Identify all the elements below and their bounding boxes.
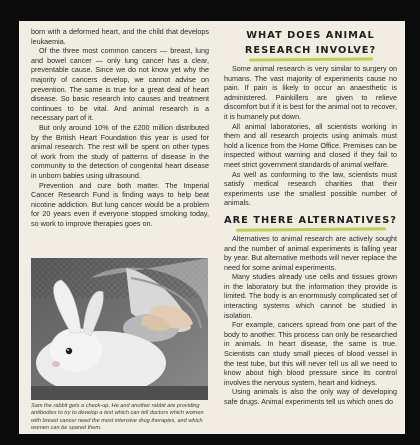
right-column (224, 27, 397, 407)
section-heading-are-there-alternatives (224, 214, 397, 231)
right-s1-paragraph-2: All animal laboratories, all scientists working in them and all research projects using animals must hold a licence from the Home Office. Premises can be inspected without warning and closed if they fail to meet strict government standards of animal welfare. (224, 121, 397, 169)
right-s1-paragraph-1: Some animal research is very similar to surgery on humans. The vast majority of experiments cause no pain. If pain is likely to occur an anaesthetic is administered. Painkillers are given to relieve discomfort but if it is best for the animal not to recover, it is humanely put down. (224, 64, 397, 121)
right-s2-paragraph-4: Using animals is also the only way of developing safe drugs. Animal experiments tell us which ones do (224, 387, 397, 406)
heading-line-1: WHAT DOES ANIMAL (246, 30, 375, 41)
right-s2-paragraph-1: Alternatives to animal research are actively sought and the number of animal experiments is falling year by year. But alternative methods will never replace the need for some animal experiments. (224, 233, 397, 272)
left-paragraph-3: But only around 10% of the £200 million distributed by the British Heart Foundation this year is used for animal research. The rest will be spent on other types of work from the study of patterns of disease in the community to the detection of congenital heart disease in unborn babies using ultrasound. (31, 122, 209, 180)
left-column (31, 27, 209, 228)
heading-alternatives: ARE THERE ALTERNATIVES? (224, 214, 397, 226)
left-paragraph-1: born with a deformed heart, and the child that develops leukaemia. (31, 27, 209, 46)
photo-caption: Sam the rabbit gets a check-up. He and another rabbit are providing antibodies to try to develop a test which can tell doctors which women with breast cancer need the most intensive drug therapies, and which women can be spared them. (31, 403, 204, 431)
left-paragraph-2: Of the three most common cancers — breast, lung and bowel cancer — only lung cancer has a clear, preventable cause. Since we do not know yet why the majority of cancers develop, we cannot advise on prevention. The same is true for a great deal of heart disease. So basic research into causes and treatment continues to be vital. And animal research is a necessary part of it. (31, 46, 209, 123)
rabbit-photo (31, 258, 208, 400)
right-s1-paragraph-3: As well as conforming to the law, scientists must satisfy medical research charities that their experiments use the smallest possible number of animals. (224, 169, 397, 208)
rabbit-photo-illustration (31, 258, 208, 400)
right-s2-paragraph-3: For example, cancers spread from one part of the body to another. This process can only be researched in animals. In heart disease, the same is true. Scientists can study small pieces of blood vessel in the test tube, but this will never tell us all we need to know about high blood pressure since its control involves the nervous system, heart and kidneys. (224, 320, 397, 387)
heading-underline-2 (235, 227, 385, 231)
right-s2-paragraph-2: Many studies already use cells and tissues grown in the laboratory but the information they provide is limited. The body is an enormously complicated set of interacting systems which cannot be studied in isolation. (224, 272, 397, 320)
heading-line-2: RESEARCH INVOLVE? (244, 45, 377, 56)
section-heading-what-does-animal-research-involve (224, 29, 397, 61)
document-page (19, 21, 405, 434)
heading-underline (248, 57, 372, 61)
left-paragraph-4: Prevention and cure both matter. The Imperial Cancer Research Fund is finding ways to help beat nicotine addiction. But lung cancer would be a problem for 20 years even if everyone stopped smoking today, so work to improve therapies goes on. (31, 180, 209, 228)
